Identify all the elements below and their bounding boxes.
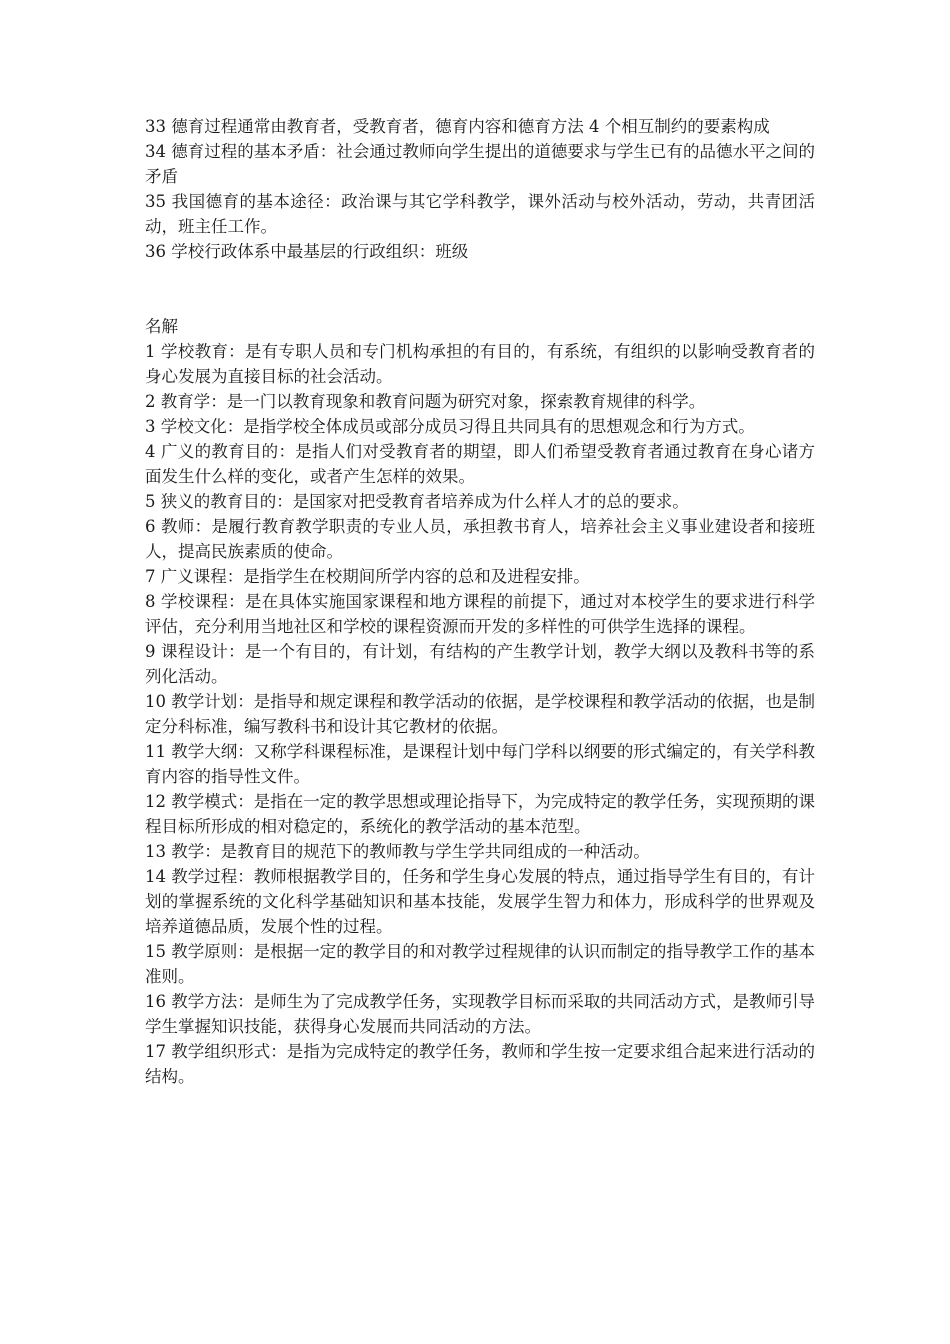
definition-3: 3 学校文化：是指学校全体成员或部分成员习得且共同具有的思想观念和行为方式。 xyxy=(145,417,755,436)
section-spacer xyxy=(145,264,815,314)
item-35: 35 我国德育的基本途径：政治课与其它学科教学，课外活动与校外活动，劳动，共青团活动，班主任工作。 xyxy=(145,192,815,236)
section-title: 名解 xyxy=(145,317,178,336)
definition-17: 17 教学组织形式：是指为完成特定的教学任务，教师和学生按一定要求组合起来进行活动的结构。 xyxy=(145,1042,815,1086)
definition-6: 6 教师：是履行教育教学职责的专业人员，承担教书育人，培养社会主义事业建设者和接班人，提高民族素质的使命。 xyxy=(145,517,815,561)
definition-2: 2 教育学：是一门以教育现象和教育问题为研究对象，探索教育规律的科学。 xyxy=(145,392,706,411)
definition-10: 10 教学计划：是指导和规定课程和教学活动的依据，是学校课程和教学活动的依据，也是制定分科标准，编写教科书和设计其它教材的依据。 xyxy=(145,692,815,736)
definition-14: 14 教学过程：教师根据教学目的，任务和学生身心发展的特点，通过指导学生有目的，有计划的掌握系统的文化科学基础知识和基本技能，发展学生智力和体力，形成科学的世界观及培养道德品质，发展个性的过程。 xyxy=(145,867,815,936)
definition-5: 5 狭义的教育目的：是国家对把受教育者培养成为什么样人才的总的要求。 xyxy=(145,492,689,511)
definition-7: 7 广义课程：是指学生在校期间所学内容的总和及进程安排。 xyxy=(145,567,590,586)
definition-9: 9 课程设计：是一个有目的，有计划，有结构的产生教学计划，教学大纲以及教科书等的系列化活动。 xyxy=(145,642,815,686)
definition-8: 8 学校课程：是在具体实施国家课程和地方课程的前提下，通过对本校学生的要求进行科学评估，充分利用当地社区和学校的课程资源而开发的多样性的可供学生选择的课程。 xyxy=(145,592,815,636)
definition-16: 16 教学方法：是师生为了完成教学任务，实现教学目标而采取的共同活动方式，是教师引导学生掌握知识技能，获得身心发展而共同活动的方法。 xyxy=(145,992,815,1036)
definition-15: 15 教学原则：是根据一定的教学目的和对教学过程规律的认识而制定的指导教学工作的基本准则。 xyxy=(145,942,815,986)
definition-1: 1 学校教育：是有专职人员和专门机构承担的有目的，有系统，有组织的以影响受教育者的身心发展为直接目标的社会活动。 xyxy=(145,342,815,386)
item-34: 34 德育过程的基本矛盾：社会通过教师向学生提出的道德要求与学生已有的品德水平之间的矛盾 xyxy=(145,142,815,186)
definition-4: 4 广义的教育目的：是指人们对受教育者的期望，即人们希望受教育者通过教育在身心诸方面发生什么样的变化，或者产生怎样的效果。 xyxy=(145,442,815,486)
item-36: 36 学校行政体系中最基层的行政组织：班级 xyxy=(145,242,469,261)
definition-12: 12 教学模式：是指在一定的教学思想或理论指导下，为完成特定的教学任务，实现预期的课程目标所形成的相对稳定的，系统化的教学活动的基本范型。 xyxy=(145,792,815,836)
item-33: 33 德育过程通常由教育者，受教育者，德育内容和德育方法 4 个相互制约的要素构成 xyxy=(145,117,770,136)
document-page xyxy=(145,114,815,1089)
definition-11: 11 教学大纲：又称学科课程标准，是课程计划中每门学科以纲要的形式编定的，有关学科教育内容的指导性文件。 xyxy=(145,742,815,786)
definition-13: 13 教学：是教育目的规范下的教师教与学生学共同组成的一种活动。 xyxy=(145,842,650,861)
